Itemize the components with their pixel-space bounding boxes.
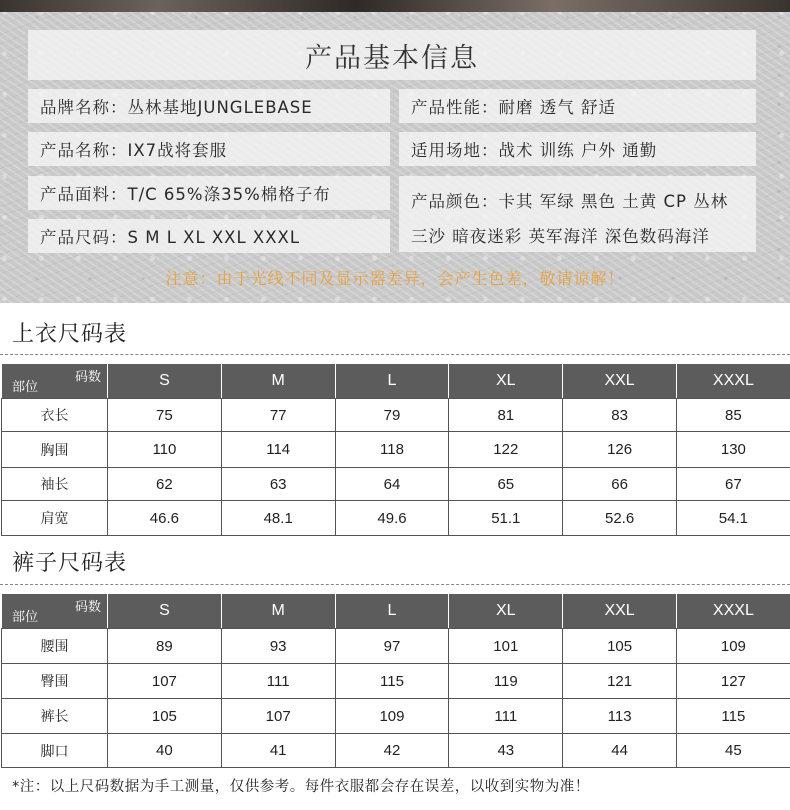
table-cell: 77 [221,399,335,432]
corner-part-label: 部位 [12,609,39,624]
table-cell: 101 [449,629,563,664]
row-label: 裤长 [2,699,108,734]
table-cell: 105 [563,629,677,664]
table-cell: 45 [676,734,790,768]
table-cell: 109 [335,699,449,734]
table-cell: 127 [676,664,790,699]
table-cell: 62 [108,468,222,501]
table-cell: 114 [221,432,335,468]
table-cell: 64 [335,468,449,501]
table-cell: 81 [449,399,563,432]
table-cell: 67 [676,468,790,501]
table-cell: 63 [221,468,335,501]
table-cell: 79 [335,399,449,432]
size-header: XL [449,364,563,399]
size-header: XXXL [676,594,790,629]
table-cell: 118 [335,432,449,468]
row-label: 胸围 [2,432,108,468]
corner-size-label: 码数 [74,599,101,614]
table-cell: 43 [449,734,563,768]
table-cell: 111 [449,699,563,734]
fabric-field: 产品面料：T/C 65%涤35%棉格子布 [28,176,390,210]
table-cell: 54.1 [676,501,790,536]
sizes-field: 产品尺码：S M L XL XXL XXXL [28,219,390,253]
top-size-table [1,363,790,536]
table-cell: 85 [676,399,790,432]
header-row [2,364,790,399]
table-cell: 105 [108,699,222,734]
table-cell: 46.6 [108,501,222,536]
table-cell: 89 [108,629,222,664]
product-name-field: 产品名称：IX7战将套服 [28,132,390,166]
table-row [2,629,790,664]
size-header: L [335,594,449,629]
size-header: S [108,594,222,629]
row-label: 肩宽 [2,501,108,536]
row-label: 脚口 [2,734,108,768]
pants-size-table [1,593,790,768]
table-row [2,501,790,536]
table-cell: 113 [563,699,677,734]
colors-field [399,176,756,252]
size-header: XXL [563,594,677,629]
table-cell: 40 [108,734,222,768]
corner-cell [2,594,108,629]
table-cell: 83 [563,399,677,432]
table-cell: 75 [108,399,222,432]
product-info-panel [0,0,790,303]
table-cell: 130 [676,432,790,468]
table-cell: 44 [563,734,677,768]
size-header: M [221,594,335,629]
size-header: M [221,364,335,399]
table-cell: 42 [335,734,449,768]
corner-part-label: 部位 [12,379,39,394]
info-title: 产品基本信息 [28,30,756,80]
usage-field: 适用场地：战术 训练 户外 通勤 [399,132,756,166]
size-header: XL [449,594,563,629]
table-cell: 48.1 [221,501,335,536]
table-cell: 51.1 [449,501,563,536]
table-row [2,399,790,432]
header-row [2,594,790,629]
performance-field: 产品性能：耐磨 透气 舒适 [399,89,756,123]
table-cell: 93 [221,629,335,664]
table-cell: 97 [335,629,449,664]
divider [0,354,790,355]
row-label: 袖长 [2,468,108,501]
size-header: S [108,364,222,399]
pants-size-table-title: 裤子尺码表 [12,551,128,576]
measurement-footnote: *注：以上尺码数据为手工测量，仅供参考。每件衣服都会存在误差，以收到实物为准！ [12,779,590,795]
table-row [2,734,790,768]
table-cell: 119 [449,664,563,699]
table-row [2,664,790,699]
table-cell: 107 [108,664,222,699]
table-cell: 111 [221,664,335,699]
row-label: 臀围 [2,664,108,699]
table-cell: 66 [563,468,677,501]
color-notice: 注意：由于光线不同及显示器差异，会产生色差，敬请谅解！ [165,269,625,288]
table-cell: 65 [449,468,563,501]
table-row [2,468,790,501]
table-cell: 126 [563,432,677,468]
colors-line-1: 产品颜色：卡其 军绿 黑色 土黄 CP 丛林 [411,192,729,211]
corner-cell [2,364,108,399]
size-header: L [335,364,449,399]
table-cell: 115 [676,699,790,734]
table-cell: 41 [221,734,335,768]
table-cell: 121 [563,664,677,699]
row-label: 腰围 [2,629,108,664]
table-cell: 52.6 [563,501,677,536]
table-cell: 122 [449,432,563,468]
table-cell: 109 [676,629,790,664]
table-row [2,699,790,734]
size-header: XXXL [676,364,790,399]
colors-line-2: 三沙 暗夜迷彩 英军海洋 深色数码海洋 [411,227,710,246]
row-label: 衣长 [2,399,108,432]
table-cell: 49.6 [335,501,449,536]
size-header: XXL [563,364,677,399]
divider [0,584,790,585]
table-cell: 110 [108,432,222,468]
top-size-table-title: 上衣尺码表 [12,322,128,347]
corner-size-label: 码数 [74,369,101,384]
table-cell: 107 [221,699,335,734]
table-row [2,432,790,468]
table-cell: 115 [335,664,449,699]
brand-field: 品牌名称：丛林基地JUNGLEBASE [28,89,390,123]
